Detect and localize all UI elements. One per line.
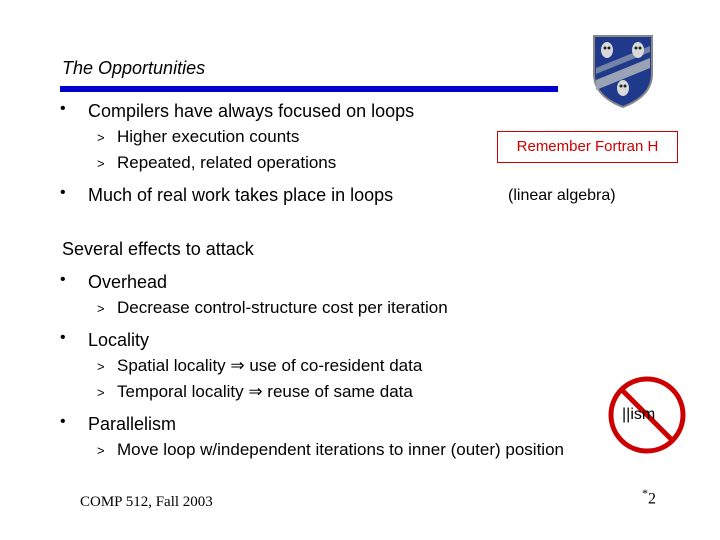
sub-bullet — [97, 440, 564, 460]
bullet-text: Compilers have always focused on loops — [88, 101, 415, 121]
chevron-icon: > — [97, 443, 105, 458]
sub-bullet-text: Repeated, related operations — [117, 153, 337, 172]
rice-owls-shield-icon — [588, 30, 658, 110]
bullet-icon: • — [60, 271, 66, 288]
bullet-text: Overhead — [88, 272, 168, 292]
bullet-text: Locality — [88, 330, 150, 350]
sub-bullet — [97, 356, 422, 376]
slide-title: The Opportunities — [62, 58, 206, 78]
sub-bullet-text: Temporal locality ⇒ reuse of same data — [117, 382, 413, 401]
page-marker: * — [642, 486, 648, 500]
sub-bullet-text: Higher execution counts — [117, 127, 300, 146]
chevron-icon: > — [97, 359, 105, 374]
sub-bullet — [97, 298, 448, 318]
sub-bullet — [97, 153, 336, 173]
bullet-icon: • — [60, 100, 66, 117]
chevron-icon: > — [97, 385, 105, 400]
section-heading: Several effects to attack — [62, 239, 254, 259]
bullet-text: Parallelism — [88, 414, 177, 434]
page-number — [642, 486, 656, 508]
bullet-text: Much of real work takes place in loops — [88, 185, 394, 205]
sub-bullet-text: Spatial locality ⇒ use of co-resident data — [117, 356, 423, 375]
footer-course: COMP 512, Fall 2003 — [80, 494, 213, 510]
chevron-icon: > — [97, 301, 105, 316]
sub-bullet-text: Decrease control-structure cost per iteration — [117, 298, 448, 317]
sub-bullet — [97, 382, 413, 402]
callout-box: Remember Fortran H — [497, 131, 678, 163]
chevron-icon: > — [97, 156, 105, 171]
bullet-icon: • — [60, 329, 66, 346]
title-rule — [60, 86, 558, 92]
sub-bullet-text: Move loop w/independent iterations to inner (outer) position — [117, 440, 564, 459]
sub-bullet — [97, 127, 299, 147]
chevron-icon: > — [97, 130, 105, 145]
side-note: (linear algebra) — [508, 187, 616, 204]
bullet-icon: • — [60, 413, 66, 430]
no-sign-label: ||ism — [622, 406, 656, 423]
page-number-value: 2 — [648, 490, 656, 508]
bullet-icon: • — [60, 184, 66, 201]
